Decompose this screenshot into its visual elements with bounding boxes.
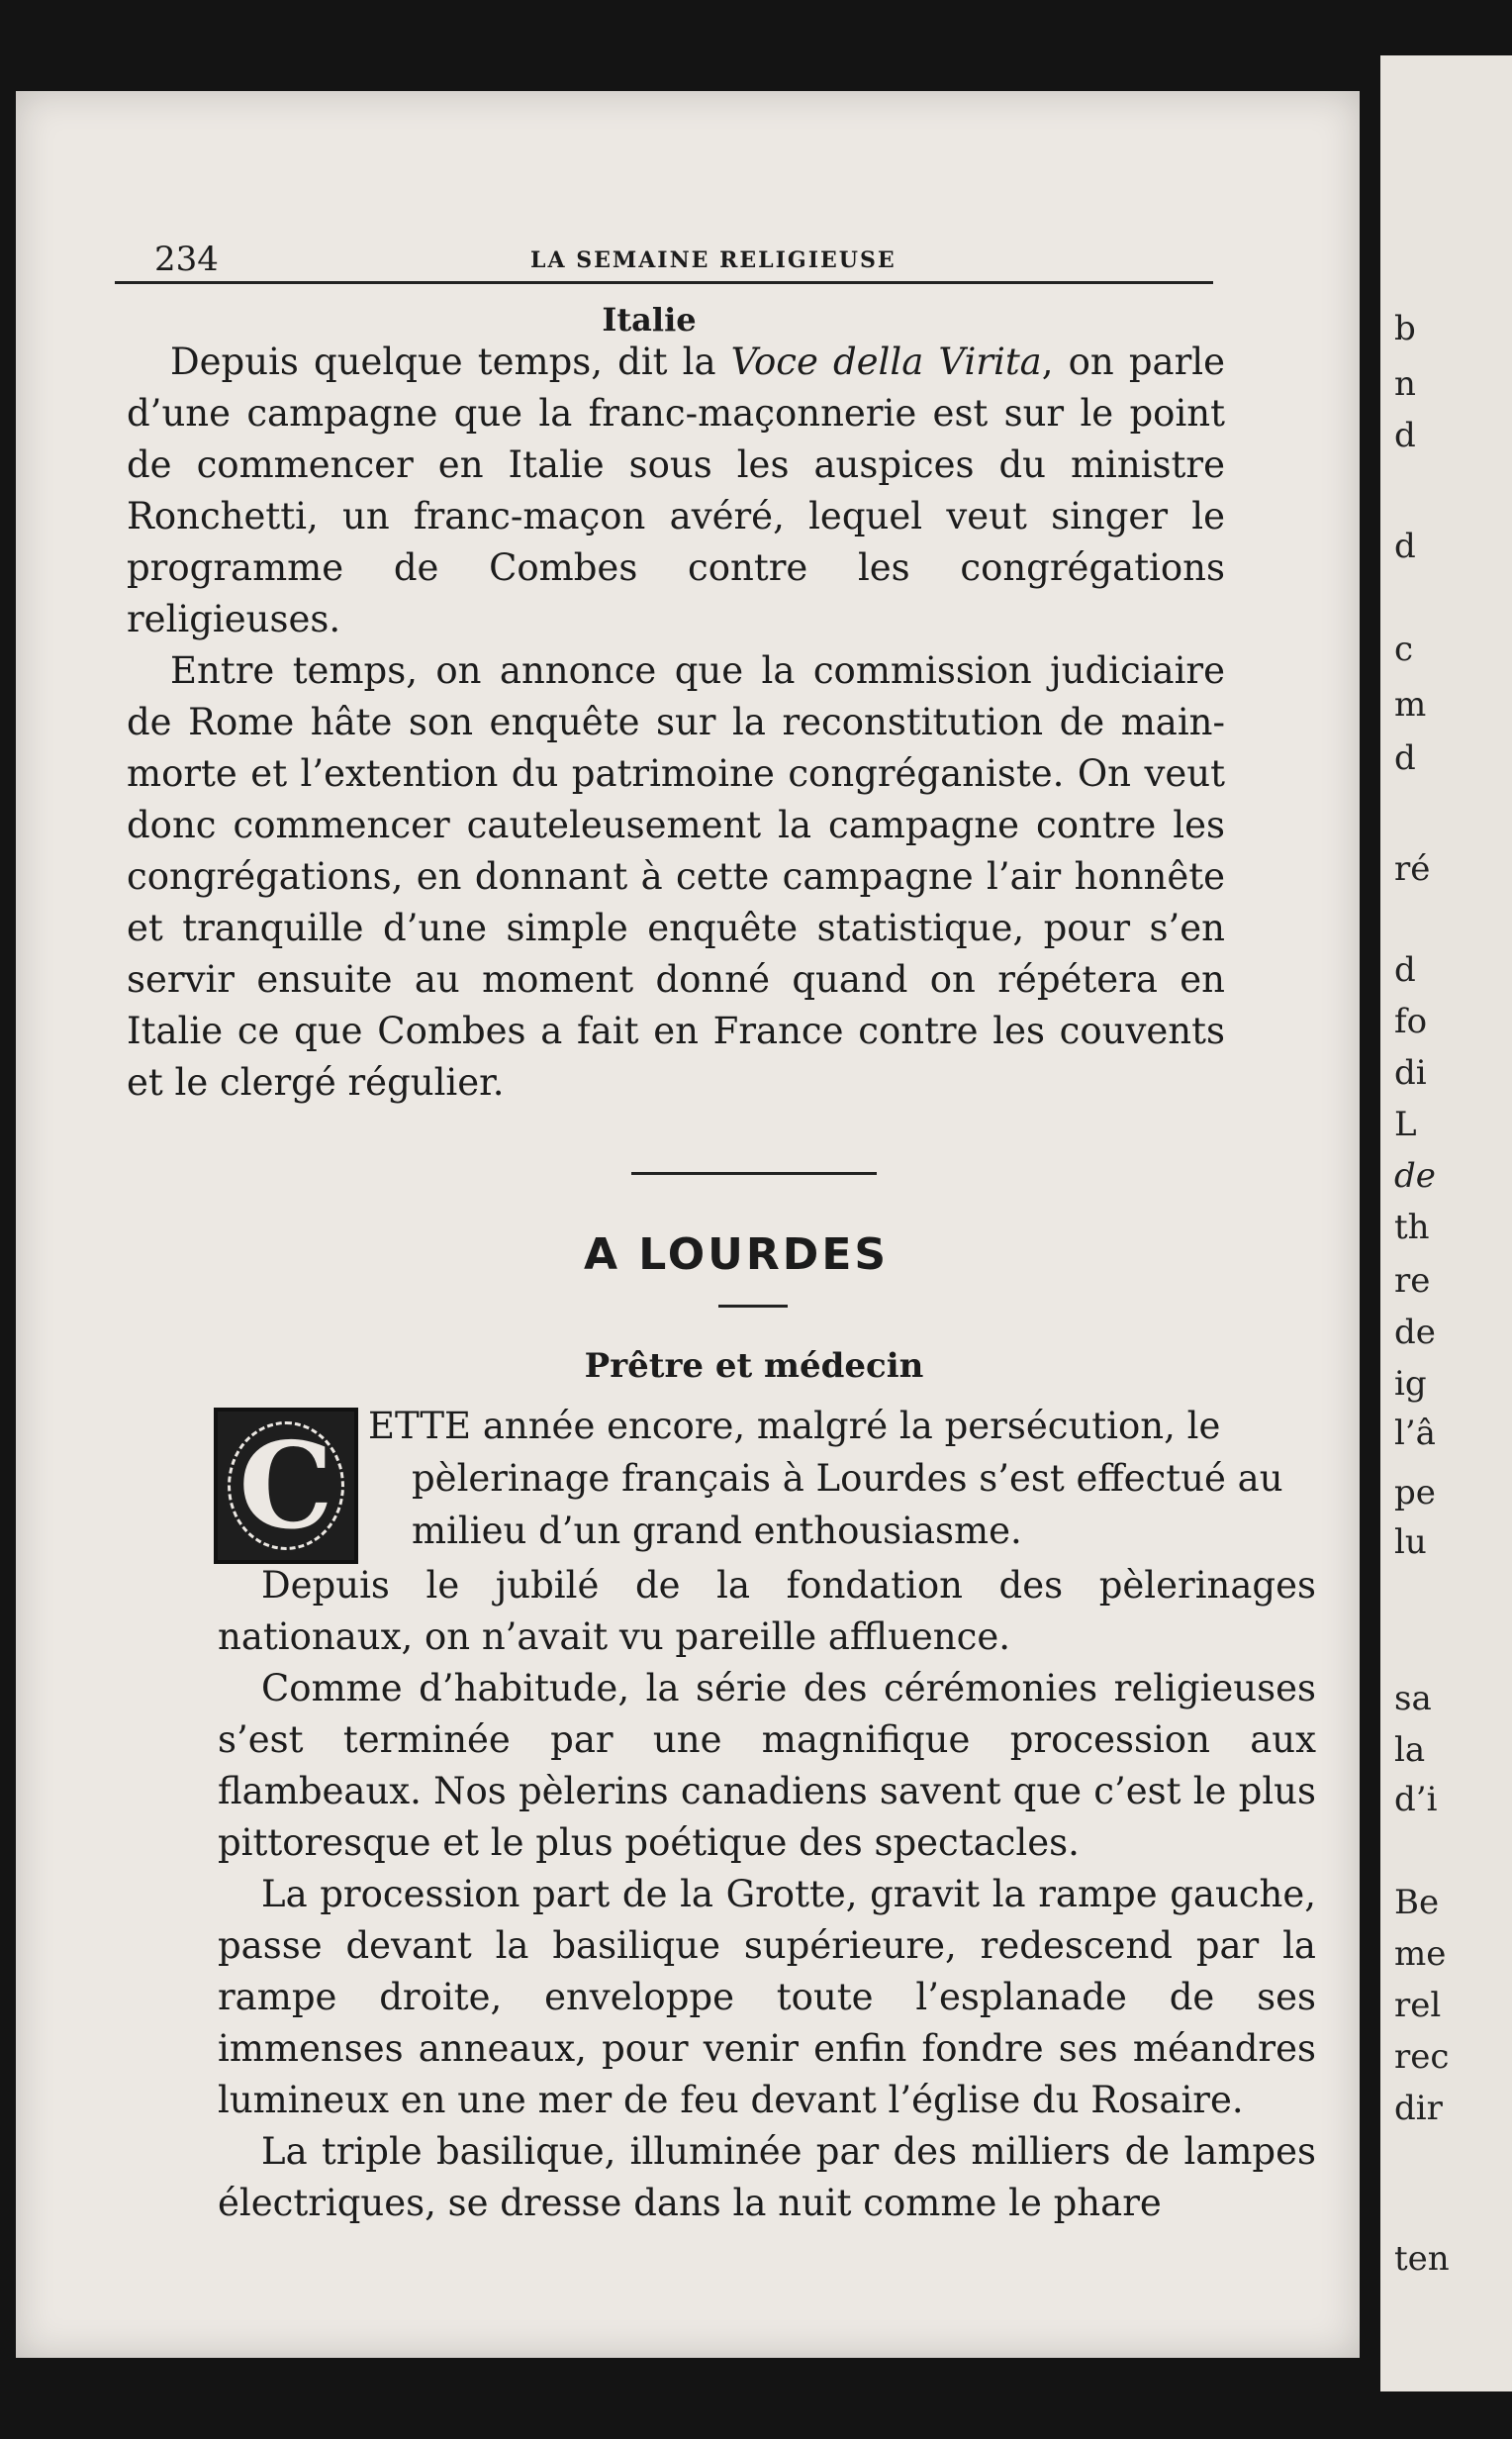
text-fragment: sa xyxy=(1394,1679,1432,1718)
text-fragment: pe xyxy=(1394,1473,1436,1512)
text-fragment: ig xyxy=(1394,1364,1427,1404)
article-subtitle: Prêtre et médecin xyxy=(584,1346,924,1386)
text-fragment: Be xyxy=(1394,1883,1440,1922)
book-page xyxy=(16,91,1360,2358)
running-title: LA SEMAINE RELIGIEUSE xyxy=(530,247,897,273)
text-fragment: de xyxy=(1394,1156,1436,1196)
paragraph: Depuis quelque temps, dit la Voce della Virita, on parle d’une campagne que la franc-maçonnerie est sur le point de commencer en Italie sous les auspices du ministre Ronchetti, un franc-maçon avéré, lequel veut singer le programme de Combes contre les congrégations religieuses. xyxy=(127,341,1225,640)
text-fragment: ten xyxy=(1394,2239,1450,2279)
text-fragment: l’â xyxy=(1394,1414,1436,1453)
paragraph: Entre temps, on annonce que la commission judiciaire de Rome hâte son enquête sur la reconstitution de main-morte et l’extention du patrimoine congréganiste. On veut donc commencer cauteleusement la campagne contre les congrégations, en donnant à cette campagne l’air honnête et tranquille d’une simple enquête statistique, pour s’en servir ensuite au moment donné quand on répétera en Italie ce que Combes a fait en France contre les couvents et le clergé régulier. xyxy=(127,649,1225,1104)
text-line: milieu d’un grand enthousiasme. xyxy=(412,1510,1022,1552)
publication-name: Voce della Virita xyxy=(730,341,1042,383)
section-title-italie: Italie xyxy=(602,301,697,339)
ornamental-dropcap xyxy=(214,1408,358,1564)
section-divider xyxy=(631,1172,877,1175)
paragraph: La procession part de la Grotte, gravit la rampe gauche, passe devant la basilique supérieure, redescend par la rampe droite, enveloppe toute l’esplanade de ses immenses anneaux, pour venir enfin fondre ses méandres lumineux en une mer de feu devant l’église du Rosaire. xyxy=(218,1873,1316,2121)
page-number: 234 xyxy=(154,240,219,279)
text-fragment: rel xyxy=(1394,1986,1442,2025)
text-fragment: rec xyxy=(1394,2037,1450,2077)
text-fragment: la xyxy=(1394,1730,1426,1770)
facing-page-edge xyxy=(1380,55,1512,2391)
dropcap-letter: C xyxy=(238,1415,333,1556)
italie-body xyxy=(127,337,1225,1109)
text-fragment: n xyxy=(1394,364,1416,404)
section-title-lourdes: A LOURDES xyxy=(583,1229,890,1280)
text-fragment: c xyxy=(1394,630,1414,669)
text-fragment: me xyxy=(1394,1934,1447,1974)
text-fragment: fo xyxy=(1394,1002,1428,1041)
title-underline xyxy=(718,1305,788,1308)
dropcap-lines xyxy=(368,1400,1308,1557)
paragraph: Depuis le jubilé de la fondation des pèlerinages nationaux, on n’avait vu pareille affluence. xyxy=(218,1564,1316,1658)
text-fragment: ré xyxy=(1394,849,1431,889)
text-line: ETTE année encore, malgré la persécution, le xyxy=(368,1405,1221,1447)
header-rule xyxy=(115,281,1213,284)
text-fragment: lu xyxy=(1394,1522,1427,1562)
text-fragment: di xyxy=(1394,1053,1427,1093)
text-fragment: d xyxy=(1394,527,1416,566)
lourdes-body xyxy=(218,1560,1316,2229)
text-fragment: L xyxy=(1394,1105,1417,1144)
text-fragment: b xyxy=(1394,309,1416,348)
text-fragment: d xyxy=(1394,950,1416,990)
text-fragment: d’i xyxy=(1394,1780,1438,1819)
text-fragment: d xyxy=(1394,738,1416,778)
text-fragment: de xyxy=(1394,1313,1436,1352)
text-fragment: th xyxy=(1394,1208,1430,1247)
paragraph: Comme d’habitude, la série des cérémonies religieuses s’est terminée par une magnifique procession aux flambeaux. Nos pèlerins canadiens savent que c’est le plus pittoresque et le plus poétique des spectacles. xyxy=(218,1667,1316,1864)
text-fragment: re xyxy=(1394,1261,1431,1301)
paragraph: La triple basilique, illuminée par des milliers de lampes électriques, se dresse dans la nuit comme le phare xyxy=(218,2130,1316,2224)
text-fragment: d xyxy=(1394,416,1416,455)
text-line: pèlerinage français à Lourdes s’est effectué au xyxy=(412,1457,1283,1500)
text-fragment: dir xyxy=(1394,2089,1443,2128)
text-fragment: m xyxy=(1394,685,1427,725)
